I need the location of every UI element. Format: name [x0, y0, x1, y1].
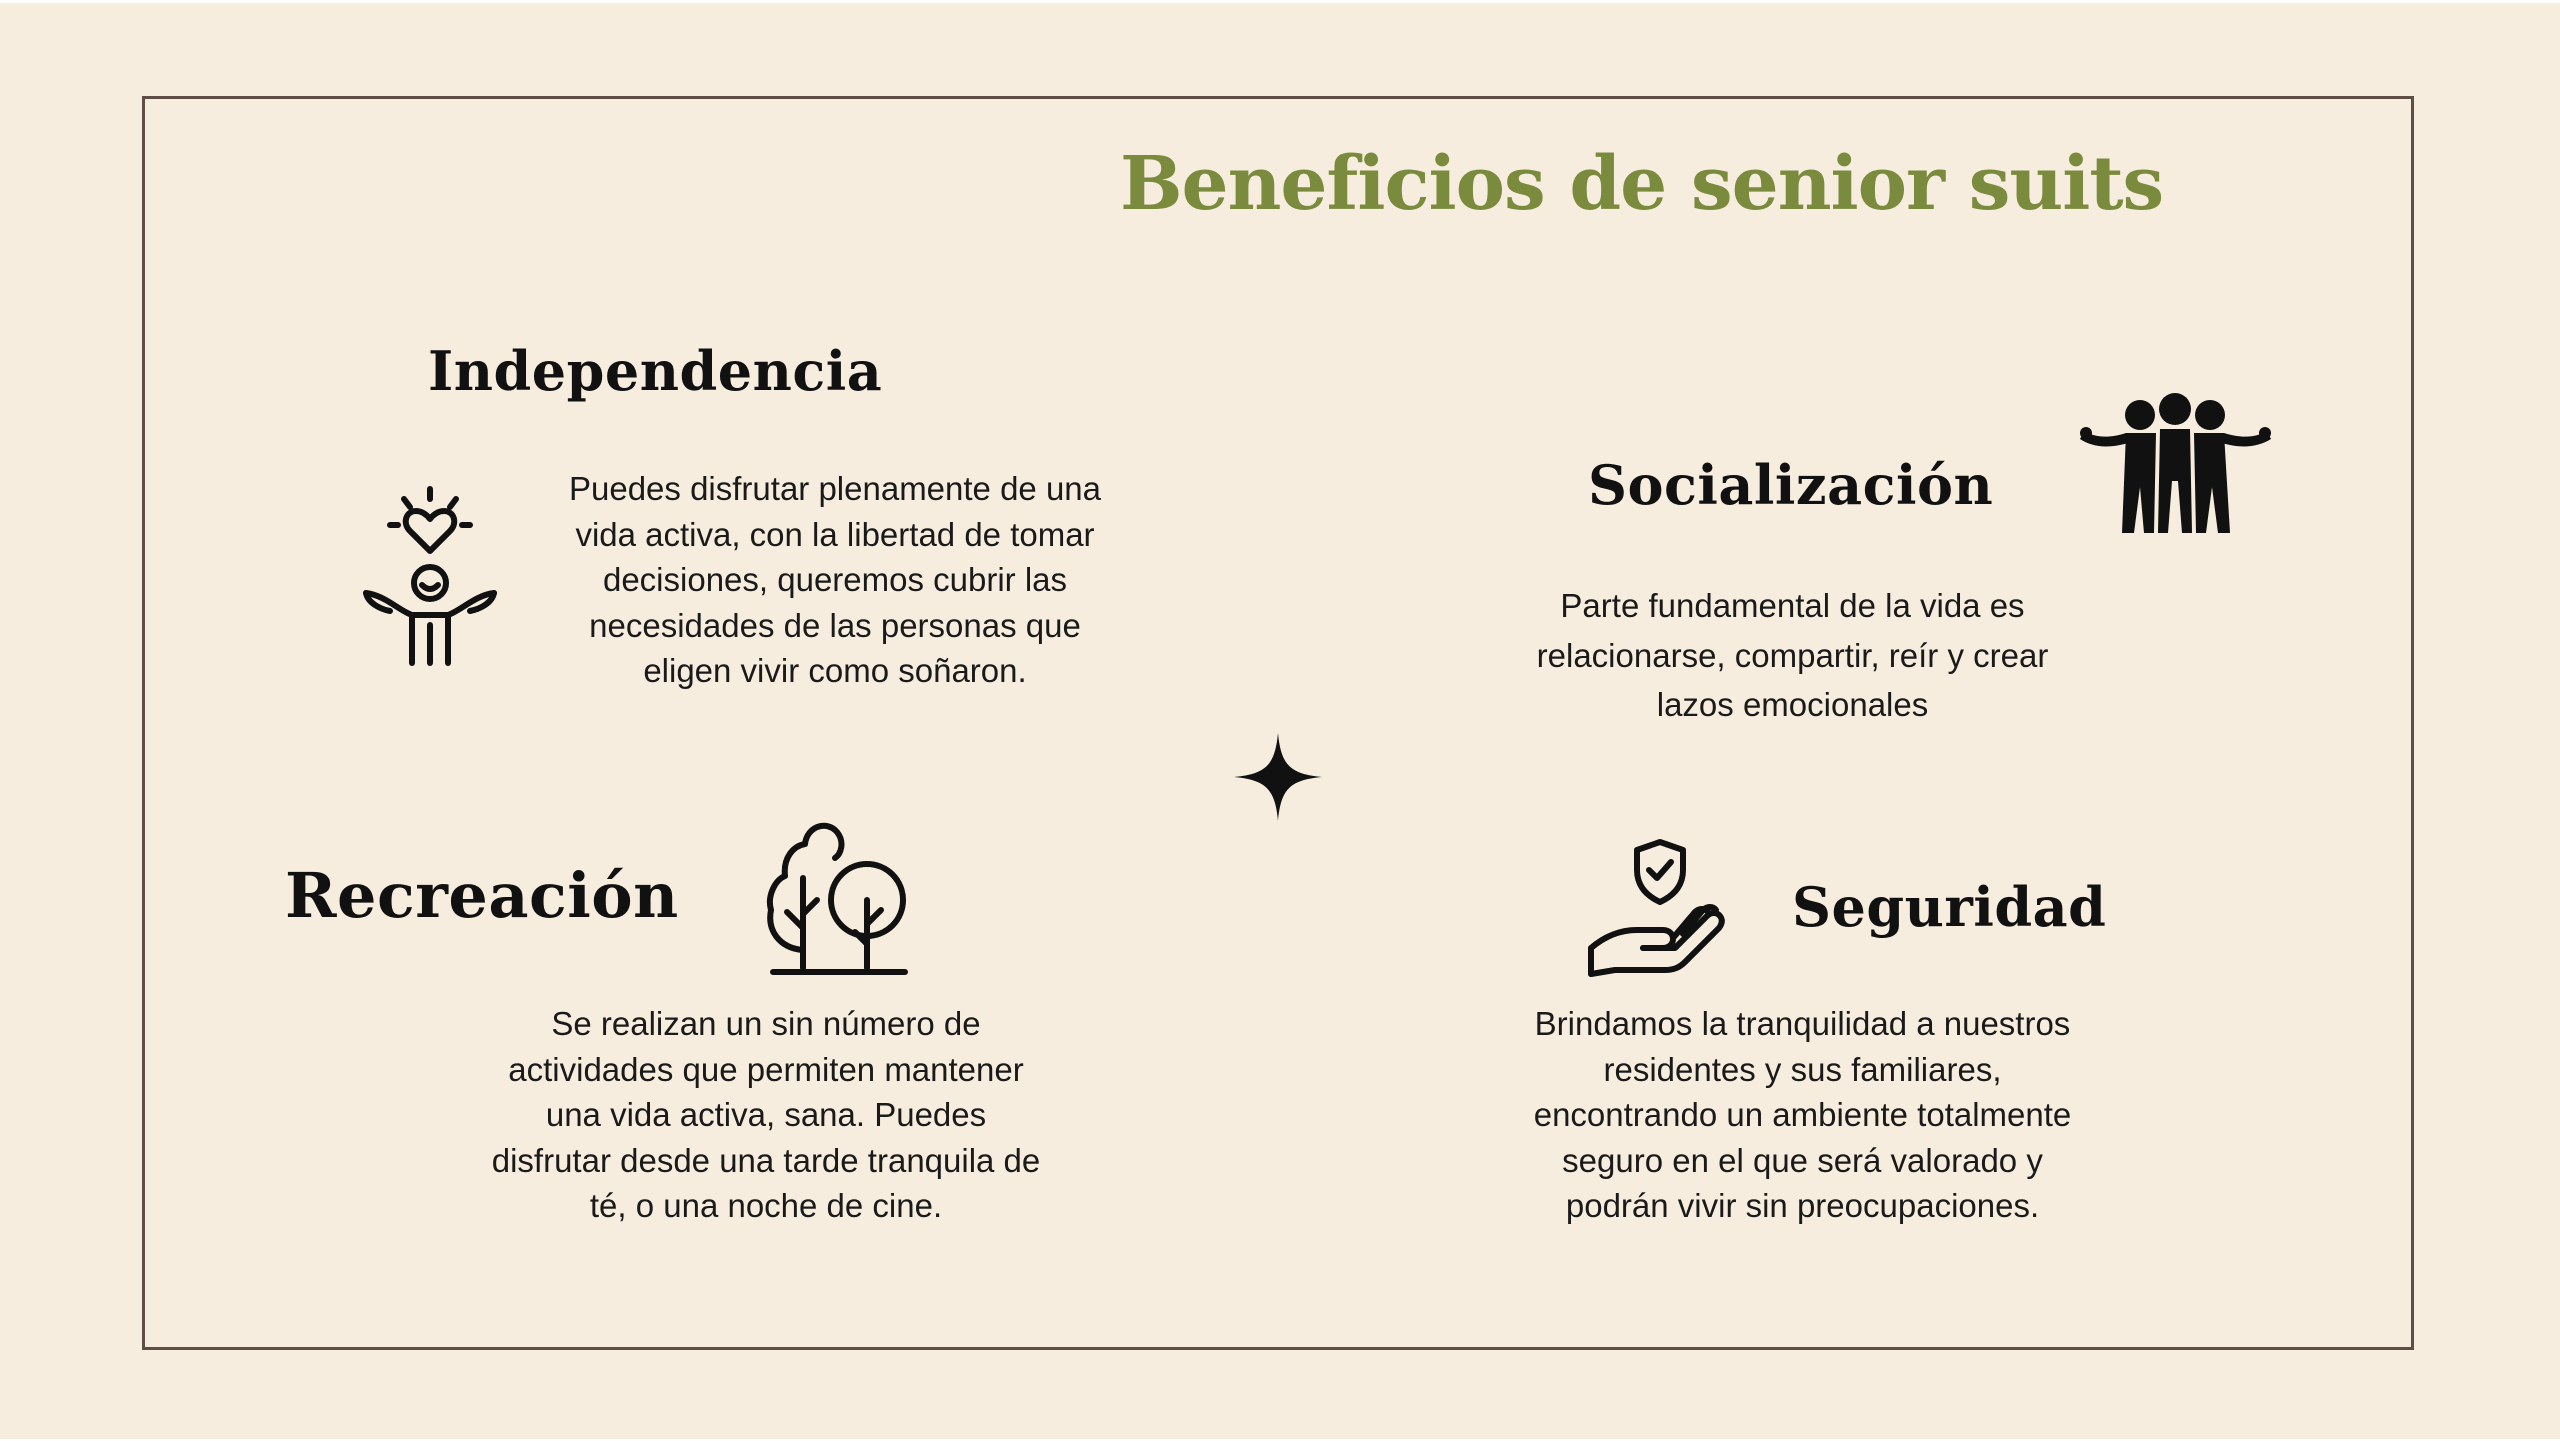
group-people-icon — [2078, 391, 2273, 539]
independencia-heading: Independencia — [428, 339, 883, 403]
socializacion-heading: Socialización — [1588, 453, 1994, 517]
independencia-body: Puedes disfrutar plenamente de una vida activa, con la libertad de tomar decisiones, queremos cubrir las necesidades de las personas que eligen vivir como soñaron. — [568, 470, 1102, 689]
slide — [0, 3, 2560, 1439]
recreacion-body: Se realizan un sin número de actividades que permiten mantener una vida activa, sana. Puedes disfrutar desde una tarde tranquila de té, o una noche de cine. — [491, 1005, 1041, 1224]
trees-icon — [765, 818, 910, 978]
hand-shield-icon — [1585, 838, 1730, 983]
page-title: Beneficios de senior suits — [1120, 141, 2164, 227]
person-heart-icon — [360, 485, 500, 670]
sparkle-star-icon — [1234, 733, 1322, 821]
socializacion-body: Parte fundamental de la vida es relacionarse, compartir, reír y crear lazos emocionales — [1536, 587, 2049, 723]
seguridad-body: Brindamos la tranquilidad a nuestros residentes y sus familiares, encontrando un ambiente totalmente seguro en el que será valorado y podrán vivir sin preocupaciones. — [1533, 1005, 2072, 1224]
recreacion-heading: Recreación — [285, 859, 679, 932]
seguridad-heading: Seguridad — [1792, 875, 2107, 939]
